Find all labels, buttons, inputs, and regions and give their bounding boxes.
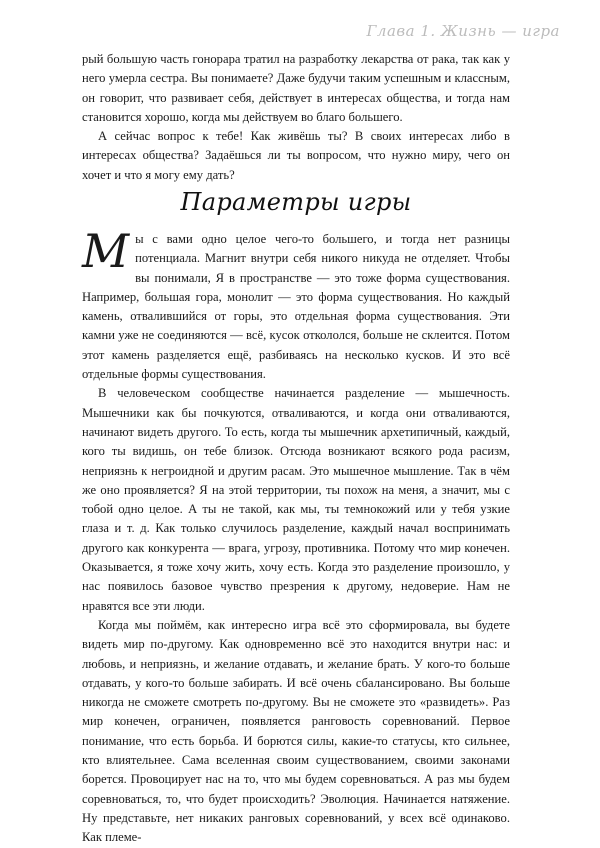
- intro-text: [82, 50, 510, 185]
- section-paragraph-1: [82, 224, 510, 384]
- section-paragraph-3: Когда мы поймём, как интересно игра всё это сформировала, вы будете видеть мир по-другому. Как одновременно всё это находится внутри нас: и любовь, и неприязнь, и желание отдавать, и желание брать. У кого-то больше отдавать, у кого-то больше забирать. И всё очень сбалансировано. Вы больше никогда не сможете смотреть по-другому. Вы не сможете это «развидеть». Раз мир конечен, ограничен, появляется ранговость соревнований. Первое понимание, что есть борьба. И борются силы, какие-то статусы, кто сильнее, кто влиятельнее. Сама вселенная своим существованием, своими законами борется. Провоцирует нас на то, что мы будем соревноваться. А раз мы будем соревноваться, то, что будет происходить? Эволюция. Начинается натяжение. Ну представьте, нет никаких ранговых соревнований, у всех всё одинаково. Как племе-: [82, 617, 510, 845]
- running-head: Глава 1. Жизнь — игра: [366, 22, 560, 40]
- intro-paragraph-1: рый большую часть гонорара тратил на разработку лекарства от рака, так как у него умерла сестра. Вы понимаете? Даже будучи таким успешным и классным, он говорит, что развивает себя, действует в интересах общества, и тогда нам становится хорошо, когда мы действуем во благо большего.: [82, 52, 510, 124]
- intro-paragraph-2: А сейчас вопрос к тебе! Как живёшь ты? В своих интересах либо в интересах общества? Задаёшься ли ты вопросом, что нужно миру, чего он хочет и что я могу ему дать?: [82, 129, 510, 182]
- section-paragraph-1-text: ы с вами одно целое чего-то большего, и тогда нет разницы потенциала. Магнит внутри себя никого никуда не отделяет. Чтобы вы понимали, Я в пространстве — это тоже форма существования. Например, большая гора, монолит — это форма существования. Но каждый камень, отвалившийся от горы, это отдельная форма существования. Эти камни уже не соединяются — всё, кусок откололся, больше не склеится. Потом этот камень разделяется ещё, разбиваясь на несколько кусков. И это всё отдельные формы существования.: [82, 232, 510, 382]
- section-paragraph-2: В человеческом сообществе начинается разделение — мышечность. Мышечники как бы почкуются, отваливаются, и когда они отваливаются, начинают видеть другого. То есть, когда ты мышечник архетипичный, каждый, кого ты видишь, он тебе близок. Отсюда возникают всякого рода расизм, неприязнь к негроидной и другим расам. Это мышечное мышление. Так в чём же оно проявляется? Я на этой территории, ты похож на меня, а значит, мы с тобой одно целое. А ты не такой, как мы, ты темнокожий или у тебя узкие глаза и т. д. Как только случилось разделение, каждый начал воспринимать другого как конкурента — врага, угрозу, противника. Потому что мир конечен. Оказывается, я тоже хочу жить, хочу есть. Когда это разделение произошло, у нас появилось базовое чувство презрения к другому, недоверие. Нам не нравятся все эти люди.: [82, 386, 510, 613]
- section-title: Параметры игры: [180, 188, 412, 216]
- drop-cap: М: [82, 224, 130, 278]
- section-text: [82, 224, 510, 848]
